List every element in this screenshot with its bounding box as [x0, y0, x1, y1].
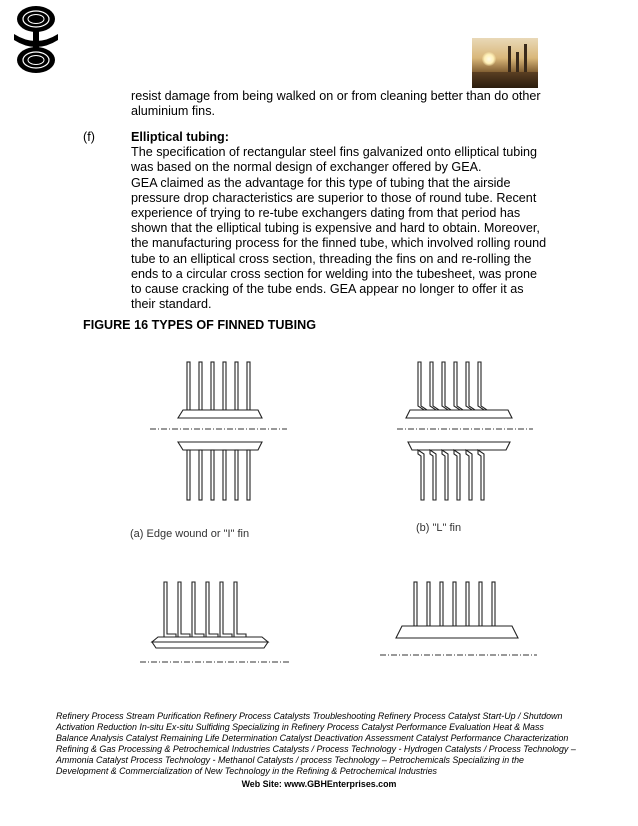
- l-fin-lower: [408, 442, 510, 500]
- section-paragraph-1: The specification of rectangular steel fins galvanized onto elliptical tubing was based on the normal design of exchanger offered by GEA.: [131, 145, 538, 175]
- edge-wound-fin-upper: [178, 362, 262, 418]
- l-fin-upper: [406, 362, 512, 418]
- section-elliptical-tubing: [131, 130, 551, 312]
- embedded-fin: [396, 582, 518, 638]
- intro-paragraph: resist damage from being walked on or from cleaning better than do other aluminium fins.: [131, 89, 541, 119]
- footer-keywords: Refinery Process Stream Purification Refinery Process Catalysts Troubleshooting Refinery Process Catalyst Start-Up / Shutdown Activation Reduction In-situ Ex-situ Sulfiding Specializing in Refinery Process Catalyst Performance Evaluation Heat & Mass Balance Analysis Catalyst Remaining Life Determination Catalyst Deactivation Assessment Catalyst Performance Characterization Refining & Gas Processing & Petrochemical Industries Catalysts / Process Technology - Hydrogen Catalysts / Process Technology – Ammonia Catalyst Process Technology - Methanol Catalysts / process Technology – Petrochemicals Specializing in the Development & Commercialization of New Technology in the Refining & Petrochemical Industries: [56, 711, 576, 777]
- edge-wound-fin-lower: [178, 442, 262, 500]
- figure-title: FIGURE 16 TYPES OF FINNED TUBING: [83, 318, 317, 332]
- double-l-fin: [152, 582, 268, 648]
- company-logo-icon: [12, 4, 60, 76]
- refinery-photo: [472, 38, 538, 88]
- section-marker: (f): [83, 130, 95, 144]
- caption-l-fin: (b) "L" fin: [416, 522, 462, 534]
- caption-edge-wound-fin: (a) Edge wound or "I" fin: [130, 528, 250, 540]
- footer-website[interactable]: Web Site: www.GBHEnterprises.com: [241, 779, 397, 789]
- section-paragraph-2: GEA claimed as the advantage for this type of tubing that the airside pressure drop characteristics are superior to those of round tube. Recent experience of trying to re-tube exchangers dating from that period has shown that the elliptical tubing is expensive and hard to obtain. Moreover, the manufacturing process for the finned tube, which involved rolling round tube to an elliptical cross section, threading the fins on and re-rolling the ends to a circular cross section for welding into the tubesheet, was prone to cause cracking of the tube ends. GEA appear no longer to offer it as their standard.: [131, 175, 547, 312]
- section-heading: Elliptical tubing:: [131, 130, 229, 144]
